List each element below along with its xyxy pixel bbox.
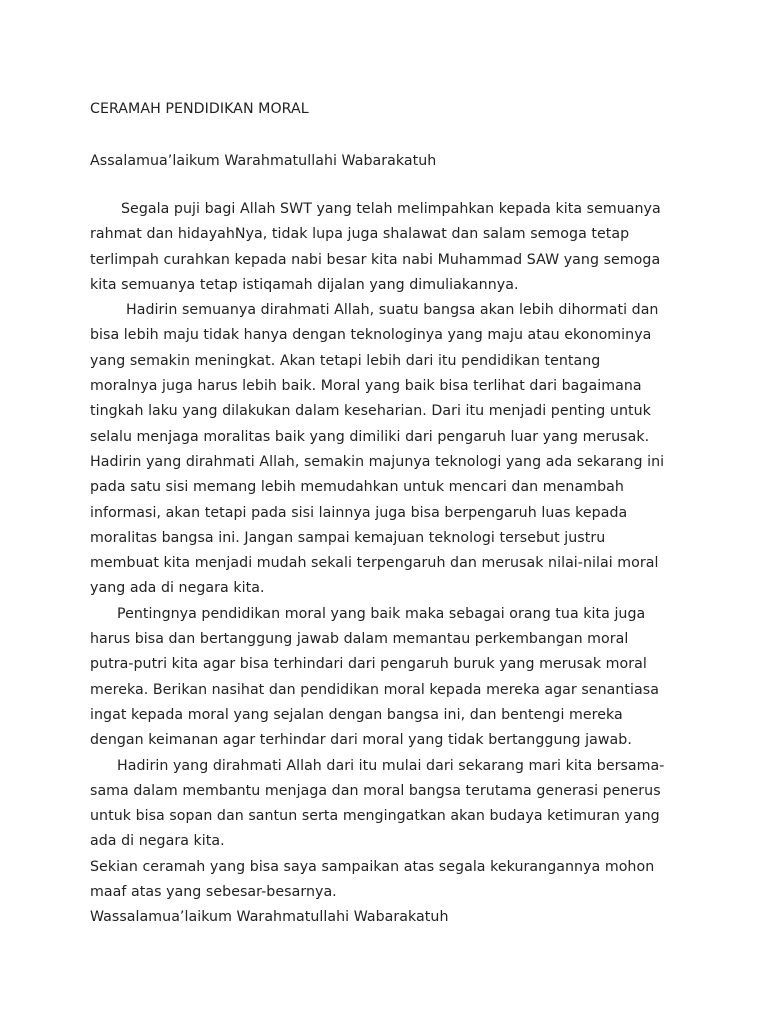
text-line: Segala puji bagi Allah SWT yang telah melimpahkan kepada kita semuanya (121, 201, 661, 217)
paragraph-parents-role (90, 602, 730, 754)
document-title: CERAMAH PENDIDIKAN MORAL (90, 101, 309, 117)
text-line: mereka. Berikan nasihat dan pendidikan moral kepada mereka agar senantiasa (90, 681, 659, 698)
text-line: harus bisa dan bertanggung jawab dalam memantau perkembangan moral (90, 631, 629, 648)
text-line: kita semuanya tetap istiqamah dijalan yang dimuliakannya. (90, 276, 519, 293)
text-line: untuk bisa sopan dan santun serta mengingatkan akan budaya ketimuran yang (90, 808, 660, 825)
speech-body (90, 197, 730, 931)
text-line: yang ada di negara kita. (90, 580, 265, 597)
text-line: informasi, akan tetapi pada sisi lainnya juga bisa berpengaruh luas kepada (90, 504, 628, 521)
closing-section (90, 855, 730, 931)
text-line: Hadirin yang dirahmati Allah, semakin majunya teknologi yang ada sekarang ini (90, 453, 665, 470)
text-line: selalu menjaga moralitas baik yang dimiliki dari pengaruh luar yang merusak. (90, 428, 650, 445)
paragraph-praise (90, 197, 730, 298)
opening-greeting: Assalamua’laikum Warahmatullahi Wabarakatuh (90, 153, 437, 169)
paragraph-call-to-action (90, 754, 730, 855)
text-line: Pentingnya pendidikan moral yang baik maka sebagai orang tua kita juga (117, 605, 646, 622)
text-line: moralitas bangsa ini. Jangan sampai kemajuan teknologi tersebut justru (90, 529, 606, 546)
text-line: Hadirin yang dirahmati Allah dari itu mulai dari sekarang mari kita bersama- (117, 757, 665, 774)
text-line: rahmat dan hidayahNya, tidak lupa juga shalawat dan salam semoga tetap (90, 226, 630, 243)
text-line: sama dalam membantu menjaga dan moral bangsa terutama generasi penerus (90, 782, 661, 799)
text-line: maaf atas yang sebesar-besarnya. (90, 884, 337, 901)
paragraph-moral-importance (90, 298, 730, 602)
text-line: Sekian ceramah yang bisa saya sampaikan atas segala kekurangannya mohon (90, 858, 655, 875)
text-line: ingat kepada moral yang sejalan dengan bangsa ini, dan bentengi mereka (90, 706, 623, 723)
text-line: membuat kita menjadi mudah sekali terpengaruh dan merusak nilai-nilai moral (90, 555, 659, 572)
text-line: ada di negara kita. (90, 833, 225, 850)
text-line: dengan keimanan agar terhindar dari moral yang tidak bertanggung jawab. (90, 732, 632, 749)
closing-greeting: Wassalamua’laikum Warahmatullahi Wabarakatuh (90, 909, 449, 926)
text-line: tingkah laku yang dilakukan dalam keseharian. Dari itu menjadi penting untuk (90, 403, 651, 420)
text-line: moralnya juga harus lebih baik. Moral yang baik bisa terlihat dari bagaimana (90, 378, 642, 395)
text-line: pada satu sisi memang lebih memudahkan untuk mencari dan menambah (90, 479, 624, 496)
text-line: Hadirin semuanya dirahmati Allah, suatu bangsa akan lebih dihormati dan (126, 302, 659, 319)
text-line: putra-putri kita agar bisa terhindari dari pengaruh buruk yang merusak moral (90, 656, 647, 673)
text-line: yang semakin meningkat. Akan tetapi lebih dari itu pendidikan tentang (90, 352, 601, 369)
text-line: terlimpah curahkan kepada nabi besar kita nabi Muhammad SAW yang semoga (90, 251, 661, 268)
text-line: bisa lebih maju tidak hanya dengan teknologinya yang maju atau ekonominya (90, 327, 652, 344)
